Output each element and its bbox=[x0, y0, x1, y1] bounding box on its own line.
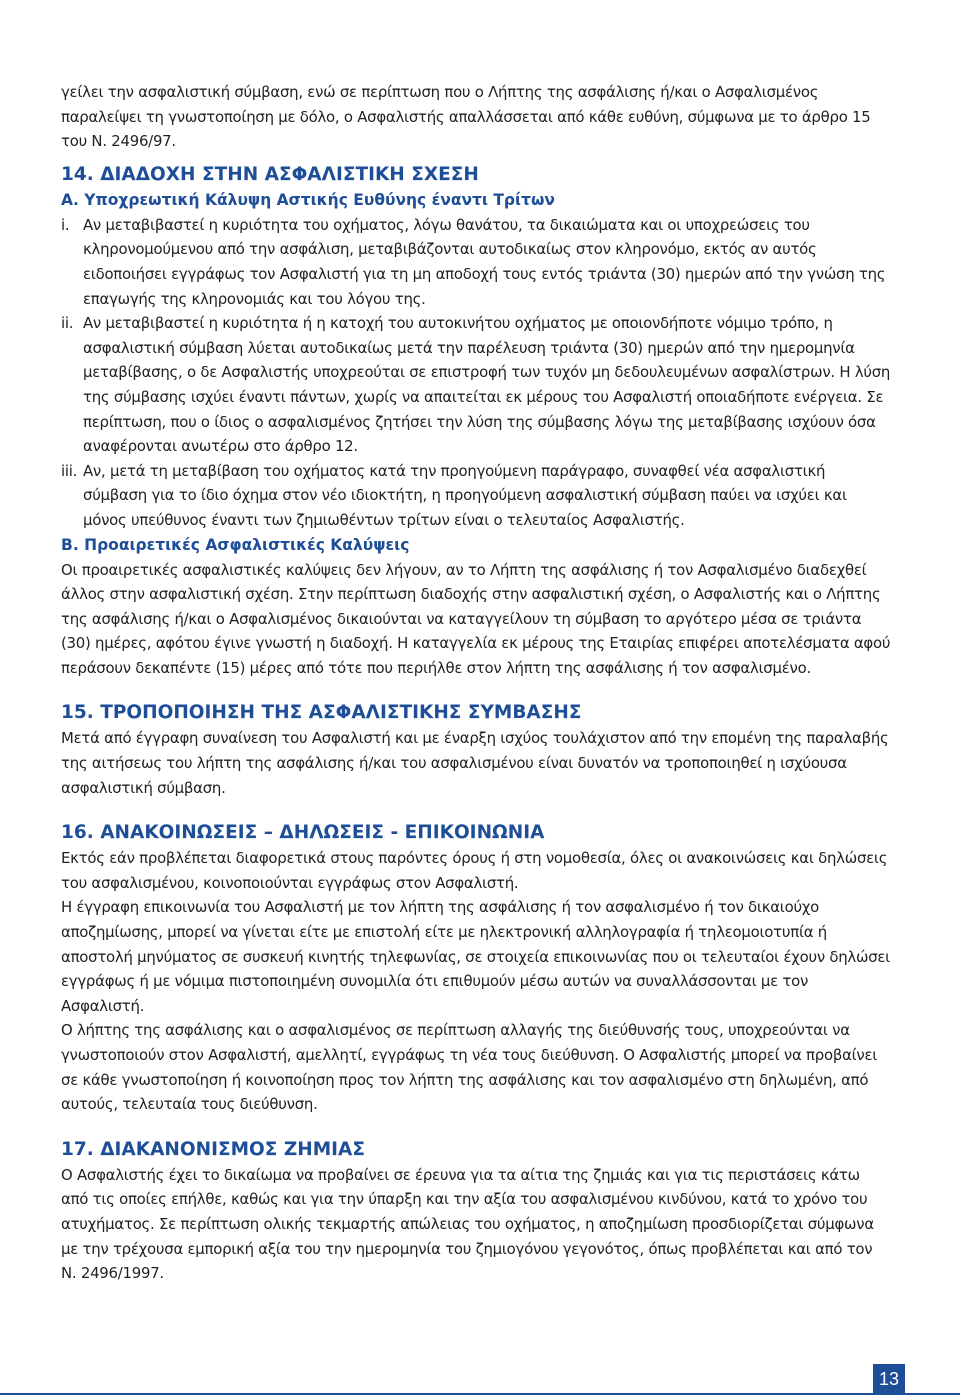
section-16-paragraph-3: Ο λήπτης της ασφάλισης και ο ασφαλισμένος σε περίπτωση αλλαγής της διεύθυνσής τους, υποχρεούνται να γνωστοποιούν στον Ασφαλιστή, αμελλητί, εγγράφως τη νέα τους διεύθυνση. Ο Ασφαλιστής μπορεί να προβαίνει σε κάθε γνωστοποίηση ή κοινοποίηση προς τον λήπτη της ασφάλισης και τον ασφαλισμένο στη δηλωμένη, από αυτούς, τελευταία τους διεύθυνση. bbox=[61, 1021, 878, 1114]
section-16-paragraph-2: Η έγγραφη επικοινωνία του Ασφαλιστή με τον λήπτη της ασφάλισης ή τον ασφαλισμένο ή τον δικαιούχο αποζημίωσης, μπορεί να γίνεται είτε με επιστολή είτε με ηλεκτρονική αλληλογραφία ή τηλεομοιοτυπία ή αποστολή μηνύματος σε συσκευή κινητής τηλεφωνίας, σε στοιχεία επικοινωνίας που οι τελευταίοι έχουν δηλώσει εγγράφως ή με νόμιμα πιστοποιημένη συνομιλία ότι επιθυμούν μέσω αυτών να συναλλάσσονται με τον Ασφαλιστή. bbox=[61, 898, 890, 1015]
list-item-number: i. bbox=[61, 215, 70, 234]
list-item-text: Αν, μετά τη μεταβίβαση του οχήματος κατά την προηγούμενη παράγραφο, συναφθεί νέα ασφαλιστική σύμβαση για το ίδιο όχημα στον νέο ιδιοκτήτη, η προηγούμενη ασφαλιστική σύμβαση παύει να ισχύει και μόνος υπεύθυνος έναντι των ζημιωθέντων τρίτων είναι ο τελευταίος Ασφαλιστής. bbox=[83, 461, 847, 529]
section-14-paragraph-b: Οι προαιρετικές ασφαλιστικές καλύψεις δεν λήγουν, αν το Λήπτη της ασφάλισης ή τον Ασφαλισμένο διαδεχθεί άλλος στην ασφαλιστική σχέση. Στην περίπτωση διαδοχής στην ασφαλιστική σχέση, ο Ασφαλιστής και ο Λήπτης της ασφάλισης ή/και ο Ασφαλισμένος δικαιούνται να καταγγείλουν τη σύμβαση το αργότερο μέσα σε τριάντα (30) ημέρες, αφότου έγινε γνωστή η διαδοχή. Η καταγγελία εκ μέρους της Εταιρίας επιφέρει αποτελέσματα αφού περάσουν δεκαπέντε (15) μέρες από τότε που περιήλθε στον λήπτη της ασφάλισης ή τον ασφαλισμένο. bbox=[61, 560, 891, 677]
section-14-subtitle-a: Α. Υποχρεωτική Κάλυψη Αστικής Ευθύνης έναντι Τρίτων bbox=[61, 190, 555, 209]
section-16-title: 16. ΑΝΑΚΟΙΝΩΣΕΙΣ – ΔΗΛΩΣΕΙΣ - ΕΠΙΚΟΙΝΩΝΙΑ bbox=[61, 822, 545, 844]
intro-paragraph: γείλει την ασφαλιστική σύμβαση, ενώ σε περίπτωση που ο Λήπτης της ασφάλισης ή/και ο Ασφαλισμένος παραλείψει τη γνωστοποίηση με δόλο, ο Ασφαλιστής απαλλάσσεται από κάθε ευθύνη, σύμφωνα με το άρθρο 15 του Ν. 2496/97. bbox=[61, 83, 871, 151]
section-14-title: 14. ΔΙΑΔΟΧΗ ΣΤΗΝ ΑΣΦΑΛΙΣΤΙΚΗ ΣΧΕΣΗ bbox=[61, 163, 479, 185]
list-item bbox=[61, 213, 891, 311]
list-item-text: Αν μεταβιβαστεί η κυριότητα ή η κατοχή του αυτοκινήτου οχήματος με οποιονδήποτε νόμιμο τρόπο, η ασφαλιστική σύμβαση λύεται αυτοδικαίως μετά την παρέλευση τριάντα (30) ημερών από την ημερομηνία μεταβίβασης, ο δε Ασφαλιστής υποχρεούται σε επιστροφή των τυχόν μη δεδουλευμένων ασφαλίστρων. Η λύση της σύμβασης ισχύει έναντι πάντων, χωρίς να απαιτείται εκ μέρους του Ασφαλιστή οποιαδήποτε ενέργεια. Σε περίπτωση, που ο ίδιος ο ασφαλισμένος ζητήσει την λύση της σύμβασης λόγω της μεταβίβασης ισχύουν όσα αναφέρονται ανωτέρω στο άρθρο 12. bbox=[83, 314, 891, 456]
page-number: 13 bbox=[873, 1364, 905, 1394]
document-page bbox=[61, 80, 891, 1286]
list-item-number: iii. bbox=[61, 461, 78, 480]
list-item-text: Αν μεταβιβαστεί η κυριότητα του οχήματος, λόγω θανάτου, τα δικαιώματα και οι υποχρεώσεις του κληρονομούμενου από την ασφάλιση, μεταβιβάζονται αυτοδικαίως στον κληρονόμο, εκτός αν αυτός ειδοποιήσει εγγράφως τον Ασφαλιστή για τη μη αποδοχή τους εντός τριάντα (30) ημερών από την γνώση της επαγωγής της κληρονομιάς και του λόγου της. bbox=[83, 215, 886, 308]
section-17-title: 17. ΔΙΑΚΑΝΟΝΙΣΜΟΣ ΖΗΜΙΑΣ bbox=[61, 1138, 365, 1160]
list-item-number: ii. bbox=[61, 314, 74, 333]
section-16-paragraph-1: Εκτός εάν προβλέπεται διαφορετικά στους παρόντες όρους ή στη νομοθεσία, όλες οι ανακοινώσεις και δηλώσεις του ασφαλισμένου, κοινοποιούνται εγγράφως στον Ασφαλιστή. bbox=[61, 849, 888, 892]
list-item bbox=[61, 459, 891, 533]
section-14-subtitle-b: Β. Προαιρετικές Ασφαλιστικές Καλύψεις bbox=[61, 535, 410, 554]
section-17-paragraph: Ο Ασφαλιστής έχει το δικαίωμα να προβαίνει σε έρευνα για τα αίτια της ζημιάς και για τις περιστάσεις κάτω από τις οποίες επήλθε, καθώς και για την ύπαρξη και την αξία του ασφαλισμένου κινδύνου, κατά το χρόνο του ατυχήματος. Σε περίπτωση ολικής τεκμαρτής απώλειας του οχήματος, η αποζημίωση προσδιορίζεται σύμφωνα με την τρέχουσα εμπορική αξία του την ημερομηνία του ζημιογόνου γεγονότος, όπως προβλέπεται και από τον Ν. 2496/1997. bbox=[61, 1165, 874, 1283]
section-15-title: 15. ΤΡΟΠΟΠΟΙΗΣΗ ΤΗΣ ΑΣΦΑΛΙΣΤΙΚΗΣ ΣΥΜΒΑΣΗΣ bbox=[61, 702, 582, 724]
footer-divider bbox=[0, 1393, 960, 1395]
list-item bbox=[61, 311, 891, 459]
section-15-paragraph: Μετά από έγγραφη συναίνεση του Ασφαλιστή και με έναρξη ισχύος τουλάχιστον από την επομένη της παραλαβής της αιτήσεως του λήπτη της ασφάλισης ή/και του ασφαλισμένου είναι δυνατόν να τροποποιηθεί η ισχύουσα ασφαλιστική σύμβαση. bbox=[61, 729, 889, 797]
